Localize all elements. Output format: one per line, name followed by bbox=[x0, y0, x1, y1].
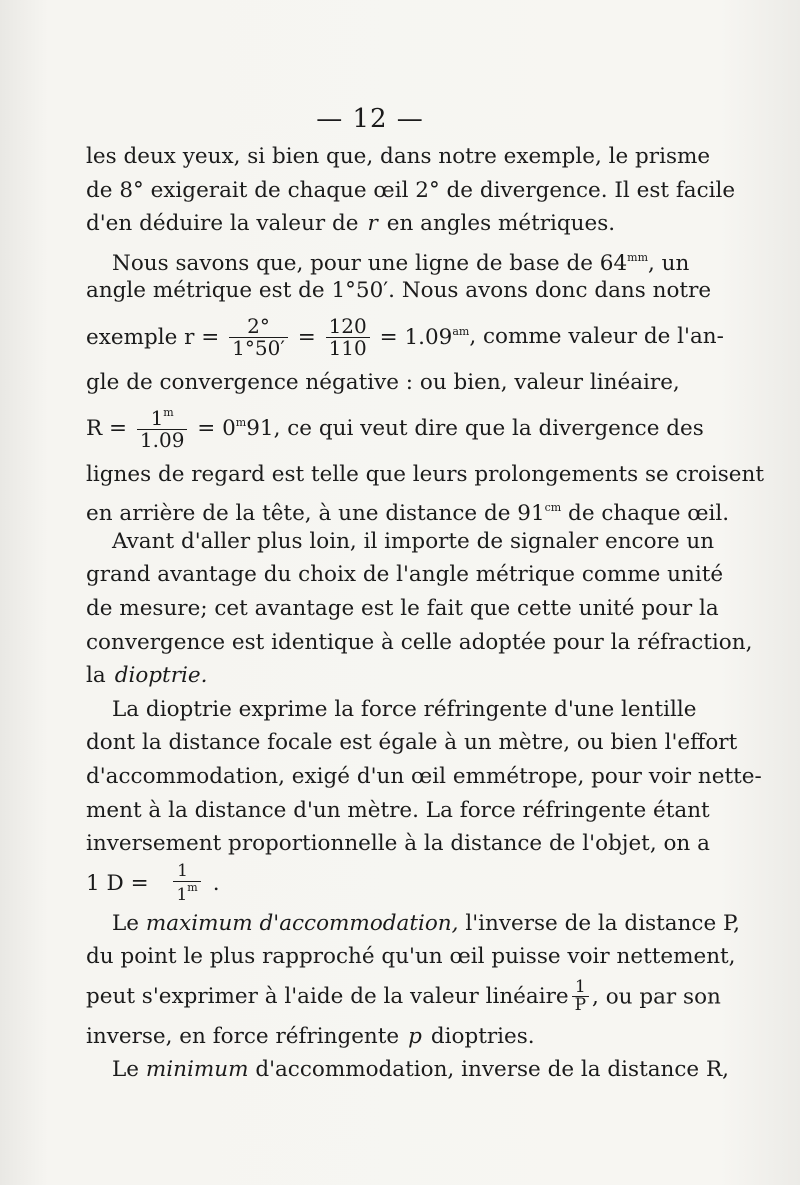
text-line bbox=[86, 207, 661, 241]
text-span: inversement proportionnelle à la distance de l'objet, on a bbox=[86, 831, 710, 857]
text-line bbox=[86, 491, 730, 527]
text-span: dont la distance focale est égale à un mètre, ou bien l'effort bbox=[86, 730, 738, 756]
text-line bbox=[86, 794, 710, 828]
text-line bbox=[86, 726, 738, 760]
text-line bbox=[86, 558, 724, 592]
equation: $\frac{1}{P}$ , ou par son bbox=[569, 979, 721, 1016]
text-line bbox=[86, 241, 690, 276]
text-span: d'accommodation, exigé d'un œil emmétrope, pour voir nette- bbox=[86, 763, 762, 789]
text-span: grand avantage du choix de l'angle métrique comme unité bbox=[86, 562, 724, 588]
body-text bbox=[86, 140, 764, 1087]
text-span: lignes de regard est telle que leurs prolongements se croisent bbox=[86, 461, 764, 487]
fraction: $\frac{1^m}{1.09}$ bbox=[137, 407, 188, 451]
text-span: ment à la distance d'un mètre. La force réfringente étant bbox=[86, 797, 710, 823]
text-line bbox=[86, 458, 764, 492]
equation: 1 D = $\frac{1}{1^m}$ . bbox=[86, 860, 220, 905]
equation-line bbox=[86, 974, 721, 1020]
text-line bbox=[86, 592, 719, 626]
text-span: Avant d'aller plus loin, il importe de signaler encore un bbox=[112, 528, 715, 554]
text-span: du point le plus rapproché qu'un œil puisse voir nettement, bbox=[86, 944, 736, 970]
text-line bbox=[86, 274, 712, 308]
text-line bbox=[86, 626, 753, 660]
text-line bbox=[86, 693, 697, 727]
text-span: peut s'exprimer à l'aide de la valeur linéaire bbox=[86, 984, 569, 1010]
fraction: $\frac{1}{P}$ bbox=[572, 979, 589, 1016]
fraction: $\frac{1}{1^m}$ bbox=[164, 863, 200, 905]
equation: exemple r = $\frac{2^\circ}{1^\circ 50'}$ = $\frac{120}{110}$ = $1.09^{am}$ bbox=[86, 314, 470, 361]
text-line bbox=[86, 827, 710, 861]
text-span: Nous savons que, pour une ligne de base de $64^{mm}$, un bbox=[112, 250, 690, 276]
text-span: les deux yeux, si bien que, dans notre exemple, le prisme bbox=[86, 144, 711, 169]
text-line bbox=[86, 760, 762, 794]
text-line bbox=[86, 659, 661, 693]
text-line bbox=[86, 140, 711, 174]
fraction: $\frac{120}{110}$ bbox=[326, 316, 370, 359]
text-line bbox=[86, 174, 736, 208]
text-span: en angles métriques. bbox=[386, 211, 616, 237]
text-span: , ce qui veut dire que la divergence des bbox=[273, 415, 704, 441]
text-span: gle de convergence négative : ou bien, valeur linéaire, bbox=[86, 369, 680, 395]
fraction: $\frac{2^\circ}{1^\circ 50'}$ bbox=[229, 316, 288, 359]
text-span: de 8° exigerait de chaque œil 2° de divergence. Il est facile bbox=[86, 177, 736, 203]
italic-term: dioptrie. bbox=[114, 663, 208, 689]
text-line bbox=[86, 940, 736, 974]
text-span: La dioptrie exprime la force réfringente d'une lentille bbox=[112, 696, 697, 722]
text-span: inverse, en force réfringente bbox=[86, 1023, 400, 1049]
text-span: de mesure; cet avantage est le fait que cette unité pour la bbox=[86, 595, 719, 621]
text-span: Le minimum d'accommodation, inverse de la distance R, bbox=[112, 1057, 730, 1083]
equation-line bbox=[86, 400, 704, 458]
variable-p: p bbox=[408, 1023, 422, 1049]
text-span: Le maximum d'accommodation, l'inverse de la distance P, bbox=[112, 910, 740, 936]
text-line bbox=[86, 366, 680, 400]
text-span: convergence est identique à celle adoptée pour la réfraction, bbox=[86, 629, 753, 655]
page-number: — 12 — bbox=[316, 104, 424, 134]
text-span: en arrière de la tête, à une distance de $91^{cm}$ de chaque œil. bbox=[86, 501, 730, 527]
equation-line bbox=[86, 861, 661, 907]
text-line bbox=[86, 1053, 730, 1087]
text-line bbox=[86, 1020, 661, 1054]
equation: R = $\frac{1^m}{1.09}$ = $0^m91$ bbox=[86, 406, 274, 453]
text-line bbox=[86, 525, 715, 559]
text-span: dioptries. bbox=[430, 1023, 535, 1049]
text-span: angle métrique est de 1°50′. Nous avons donc dans notre bbox=[86, 278, 712, 304]
text-span: d'en déduire la valeur de bbox=[86, 211, 359, 237]
text-span: , comme valeur de l'an- bbox=[469, 324, 724, 350]
text-span: la bbox=[86, 663, 106, 689]
variable-r: r bbox=[367, 211, 378, 237]
equation-line bbox=[86, 308, 724, 366]
text-line bbox=[86, 907, 740, 941]
